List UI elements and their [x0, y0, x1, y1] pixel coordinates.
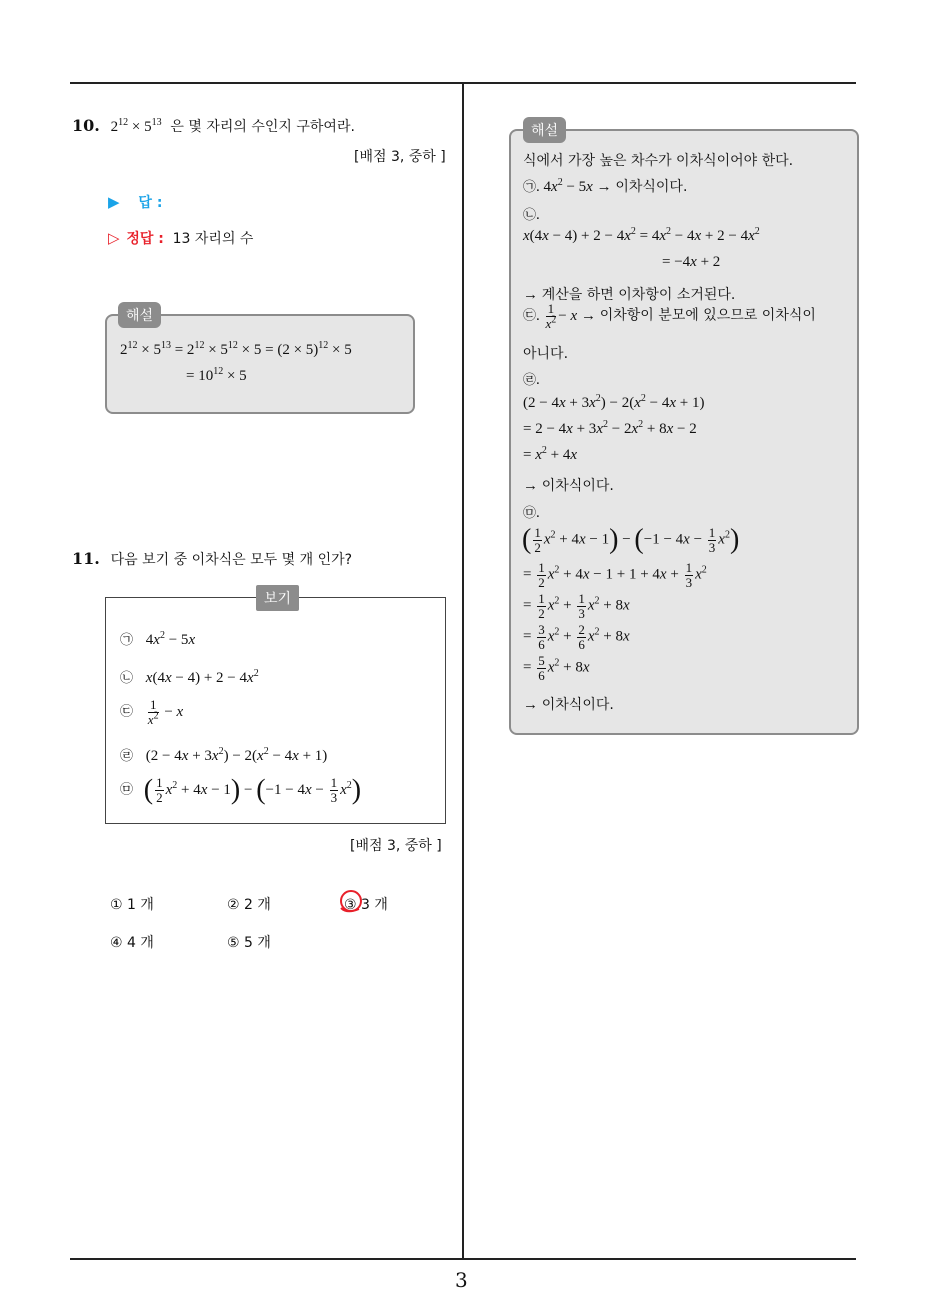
question-text: 다음 보기 중 이차식은 모두 몇 개 인가?: [110, 552, 353, 568]
example-item-m: ㉤ ( $\frac{1}{2}$ $x^2 + 4x - 1) - (-1 - 4x$ − $\frac{1}{3}$ $x^2$): [120, 773, 362, 805]
question-10: [72, 116, 355, 136]
choice-5[interactable]: ⑤ 5 개: [227, 935, 271, 951]
hangul-circle-r-icon: ㉣: [120, 749, 134, 764]
explanation-r-eq3: = $x^2 + 4x$: [523, 445, 578, 463]
explanation-r-note: → 이차식이다.: [523, 478, 614, 494]
example-item-d: ㉢ $\frac{1}{x^2}$ − x: [120, 697, 184, 727]
explanation-n-eq1: $x(4x - 4) + 2 - 4x^2 = 4x^2 - 4x + 2 - 4x^2$: [523, 226, 760, 244]
selected-mark-icon: [337, 888, 365, 916]
explanation-n: ㉡.: [523, 207, 540, 223]
answer-row: [108, 192, 162, 212]
explanation-n-eq2: = −4x + 2: [662, 254, 721, 270]
hangul-circle-g-icon: ㉠: [120, 633, 134, 648]
choice-2[interactable]: ② 2 개: [227, 897, 271, 913]
explanation-g: ㉠. $4x^2 - 5x$ → 이차식이다.: [523, 177, 688, 195]
correct-triangle-icon: ▷: [108, 229, 120, 247]
explanation-n-note: → 계산을 하면 이차항이 소거된다.: [523, 287, 736, 303]
hangul-circle-d-icon: ㉢: [523, 308, 537, 324]
question-text: 은 몇 자리의 수인지 구하여라.: [170, 119, 355, 135]
explanation-intro: 식에서 가장 높은 차수가 이차식이어야 한다.: [523, 153, 794, 169]
explanation-m-eq5: = $\frac{5}{6}$ $x^2 + 8x$: [523, 653, 590, 683]
correct-value: 13 자리의 수: [172, 231, 254, 247]
explanation-r-eq2: = $2 - 4x + 3x^2 - 2x^2 + 8x - 2$: [523, 419, 697, 437]
hangul-circle-d-icon: ㉢: [120, 704, 134, 720]
hangul-circle-r-icon: ㉣: [523, 373, 537, 388]
explanation-r: ㉣.: [523, 372, 540, 388]
question-score: [배점 3, 중하 ]: [354, 149, 446, 165]
correct-answer-row: [108, 228, 253, 248]
hangul-circle-m-icon: ㉤: [523, 506, 537, 521]
hangul-circle-g-icon: ㉠: [523, 180, 537, 195]
explanation-m: ㉤.: [523, 505, 540, 521]
explanation-eq-2: = $10^{12} \times 5$: [186, 366, 247, 384]
explanation-m-note: → 이차식이다.: [523, 697, 614, 713]
bottom-rule: [70, 1258, 856, 1260]
question-score: [배점 3, 중하 ]: [350, 838, 442, 854]
question-expression: $2^{12} \times 5^{13}$: [110, 117, 162, 135]
question-11: [72, 549, 352, 569]
explanation-eq-1: $2^{12} \times 5^{13} = 2^{12} \times 5^{12} \times 5 = (2 \times 5)^{12} \times 5$: [120, 340, 352, 358]
answer-label: 답 :: [138, 195, 163, 211]
choice-1[interactable]: ① 1 개: [110, 897, 154, 913]
question-number: 11.: [72, 549, 100, 568]
column-divider: [462, 83, 464, 1258]
explanation-d-note2: 아니다.: [523, 346, 569, 362]
correct-label: 정답 :: [126, 231, 164, 247]
choice-3-label: 3 개: [361, 897, 388, 913]
example-tag: 보기: [256, 585, 299, 611]
hangul-circle-n-icon: ㉡: [523, 208, 537, 223]
explanation-m-eq2: = $\frac{1}{2}$ $x^2 + 4x - 1 + 1 + 4x$ + $\frac{1}{3}$ $x^2$: [523, 560, 707, 590]
hangul-circle-m-icon: ㉤: [120, 782, 134, 798]
explanation-m-eq3: = $\frac{1}{2}$ $x^2$ + $\frac{1}{3}$ $x^2 + 8x$: [523, 591, 630, 621]
answer-triangle-icon: ▶: [108, 193, 120, 211]
choice-4[interactable]: ④ 4 개: [110, 935, 154, 951]
hangul-circle-n-icon: ㉡: [120, 671, 134, 686]
explanation-r-eq1: $(2 - 4x + 3x^2) - 2(x^2 - 4x + 1)$: [523, 393, 705, 411]
selected-choice-circle: ③: [344, 897, 357, 913]
explanation-box-q10: [105, 314, 415, 414]
example-item-g: ㉠ $4x^2 - 5x$: [120, 630, 196, 648]
explanation-m-eq1: ( $\frac{1}{2}$ $x^2 + 4x - 1) - (-1 - 4x$ − $\frac{1}{3}$ $x^2$): [522, 523, 740, 555]
explanation-m-eq4: = $\frac{3}{6}$ $x^2$ + $\frac{2}{6}$ $x^2 + 8x$: [523, 622, 630, 652]
question-number: 10.: [72, 116, 100, 135]
example-item-n: ㉡ $x(4x - 4) + 2 - 4x^2$: [120, 668, 259, 686]
page-number: 3: [455, 1268, 468, 1292]
explanation-d: ㉢. $\frac{1}{x^2}$ − x → 이차항이 분모에 있으므로 이차식이: [523, 301, 816, 331]
explanation-tag: 해설: [118, 302, 161, 328]
example-item-r: ㉣ $(2 - 4x + 3x^2) - 2(x^2 - 4x + 1)$: [120, 746, 328, 764]
explanation-tag: 해설: [523, 117, 566, 143]
